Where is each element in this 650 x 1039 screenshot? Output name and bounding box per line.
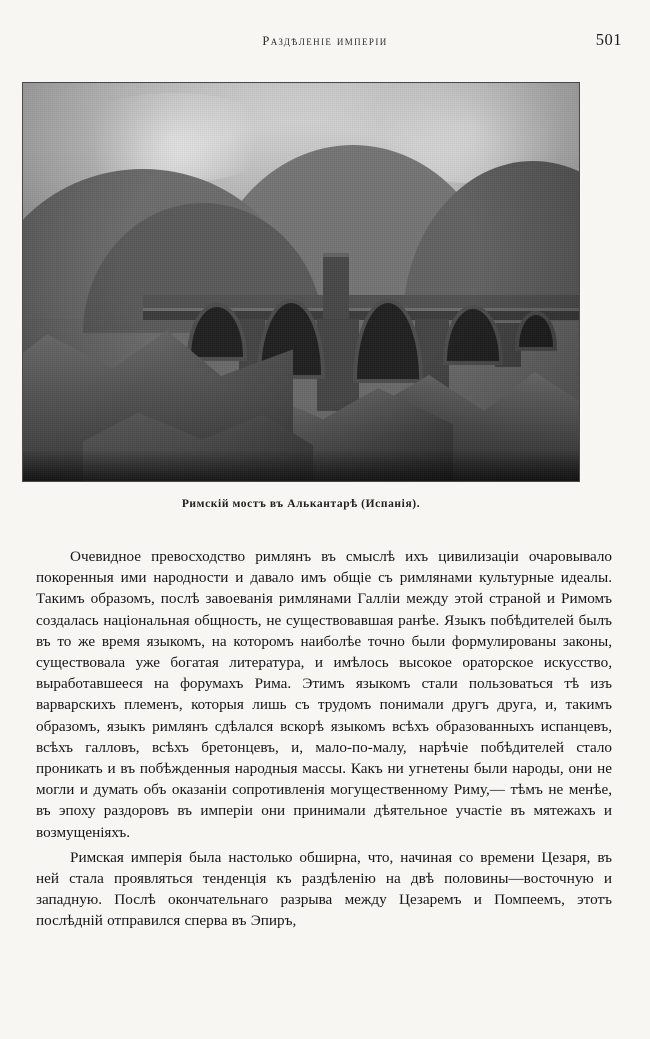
photo-bridge-tower (323, 253, 349, 319)
photo-bridge-pier (317, 319, 359, 411)
page-number: 501 (595, 30, 622, 49)
photo-foreground-shadow (23, 451, 580, 482)
running-header (22, 30, 628, 56)
paragraph: Очевидное превосходство римлянъ въ смыслѣ ихъ цивилизаціи очаровывало покоренныя ими народности и давало имъ общіе съ римлянами культурные идеалы. Такимъ образомъ, послѣ завоеванія римлянами Галліи между этой страной и Римомъ создалась національная общность, не существовавшая ранѣе. Языкъ побѣдителей былъ въ то же время языкомъ, на которомъ наиболѣе точно были формулированы законы, существовала уже богатая литература, и имѣлось высокое ораторское искусство, выработавшееся на форумахъ Рима. Этимъ языкомъ стали пользоваться тѣ изъ варварскихъ племенъ, которыя лишь съ трудомъ понимали другъ друга, и, такимъ образомъ, языкъ римлянъ сдѣлался вскорѣ языкомъ всѣхъ образованныхъ испанцевъ, всѣхъ галловъ, всѣхъ бретонцевъ, и, мало-по-малу, нарѣчіе побѣдителей стало проникать и въ побѣжденныя народныя массы. Какъ ни угнетены были народы, они не могли и думать объ оказаніи сопротивленія могущественному Риму,— тѣмъ не менѣе, въ эпоху раздоровъ въ имперіи они принимали дѣятельное участіе въ мятежахъ и возмущеніяхъ. (36, 548, 612, 841)
figure (22, 82, 580, 510)
roman-bridge-alcantara-photo (22, 82, 580, 482)
body-text (36, 546, 612, 932)
running-head-title: Раздѣленіе имперіи (262, 34, 388, 48)
paragraph: Римская имперія была настолько обширна, что, начиная со времени Цезаря, въ ней стала проявляться тенденція къ раздѣленію на двѣ половины—восточную и западную. Послѣ окончательнаго разрыва между Цезаремъ и Помпеемъ, этотъ послѣдній отправился сперва въ Эпиръ, (36, 848, 612, 930)
figure-caption: Римскій мостъ въ Алькантарѣ (Испанія). (181, 498, 421, 510)
page-content-area (22, 30, 628, 1005)
photo-cloud (63, 93, 283, 183)
